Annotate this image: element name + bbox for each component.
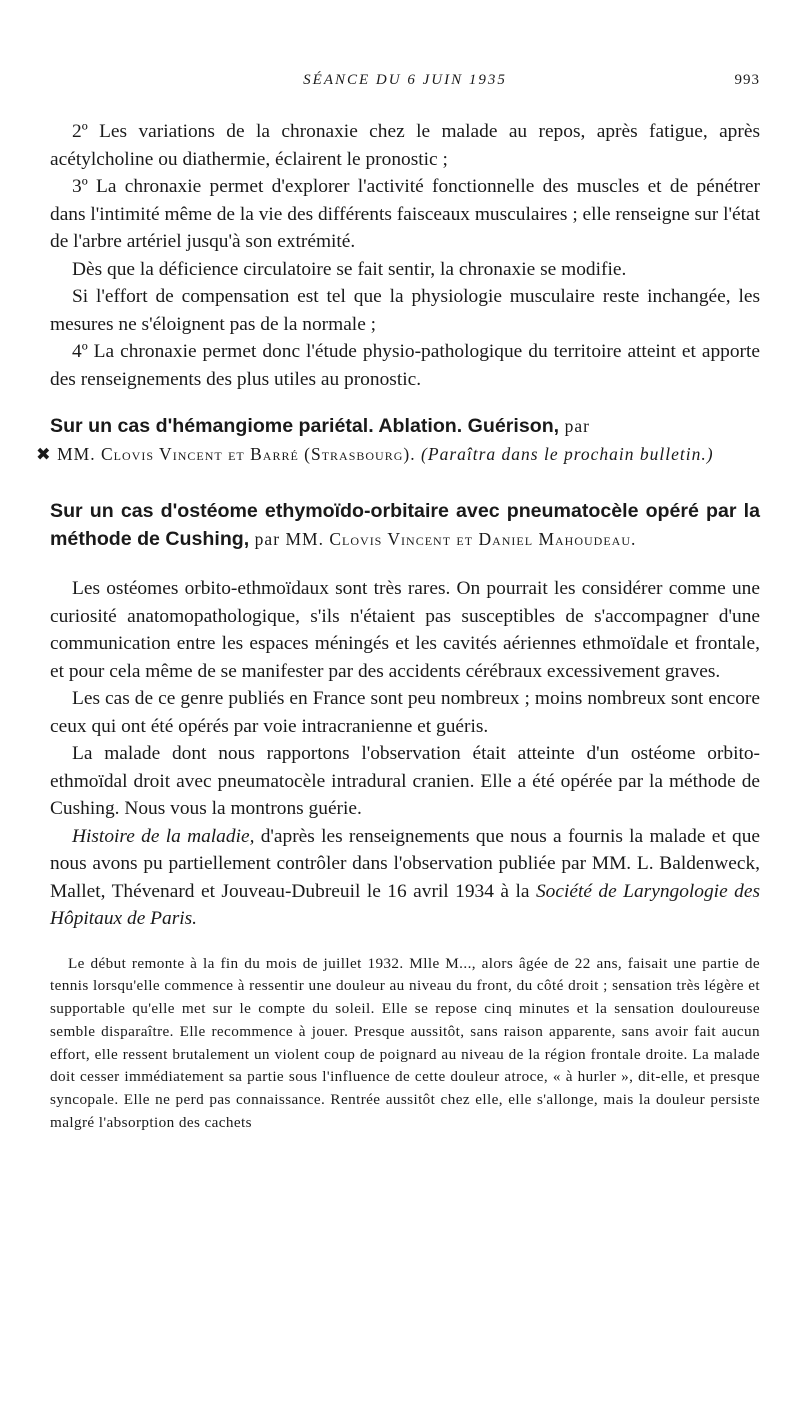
section-osteome-authors: MM. Clovis Vincent et Daniel Mahoudeau. bbox=[285, 528, 637, 549]
osteome-paragraph-history bbox=[50, 823, 760, 933]
page-number: 993 bbox=[734, 72, 760, 88]
section-hemangiome-title: Sur un cas d'hémangiome pariétal. Ablation. Guérison, bbox=[50, 415, 560, 437]
page-header bbox=[50, 72, 760, 98]
intro-paragraph-4: 4º La chronaxie permet donc l'étude physio-pathologique du territoire atteint et apporte des renseignements des plus utiles au pronostic. bbox=[50, 341, 760, 390]
section-hemangiome-note: (Paraîtra dans le prochain bulletin.) bbox=[421, 443, 714, 464]
section-hemangiome-par: par bbox=[564, 416, 590, 436]
section-hemangiome bbox=[36, 413, 760, 468]
intro-paragraph-effort: Si l'effort de compensation est tel que la physiologie musculaire reste inchangée, les mesures ne s'éloignent pas de la normale ; bbox=[50, 286, 760, 335]
case-observation bbox=[50, 953, 760, 1135]
osteome-paragraph-2: Les cas de ce genre publiés en France sont peu nombreux ; moins nombreux sont encore ceux qui ont été opérés par voie intracranienne et guéris. bbox=[50, 688, 760, 737]
intro-paragraph-2: 2º Les variations de la chronaxie chez le malade au repos, après fatigue, après acétylcholine ou diathermie, éclairent le pronostic ; bbox=[50, 121, 760, 170]
osteome-paragraph-3: La malade dont nous rapportons l'observation était atteinte d'un ostéome orbito-ethmoïdal droit avec pneumatocèle intradural cranien. Elle a été opérée par la méthode de Cushing. Nous vous la montrons guérie. bbox=[50, 743, 760, 819]
intro-paragraph-modifie: Dès que la déficience circulatoire se fait sentir, la chronaxie se modifie. bbox=[72, 258, 627, 280]
section-hemangiome-authors: MM. Clovis Vincent et Barré (Strasbourg). bbox=[57, 443, 416, 464]
section-osteome-heading bbox=[50, 498, 760, 553]
section-hemangiome-heading bbox=[36, 413, 760, 468]
section-osteome-body bbox=[50, 575, 760, 933]
running-title: SÉANCE DU 6 JUIN 1935 bbox=[303, 72, 507, 88]
intro-block bbox=[50, 118, 760, 393]
margin-mark-icon: ✖ bbox=[36, 443, 52, 464]
history-lead: Histoire de la maladie, bbox=[72, 825, 255, 847]
case-observation-text: Le début remonte à la fin du mois de juillet 1932. Mlle M..., alors âgée de 22 ans, faisait une partie de tennis lorsqu'elle commence à ressentir une douleur au niveau du front, du côté droit ; sensation très légère et supportable qu'elle met sur le compte du soleil. Elle se repose cinq minutes et la sensation douloureuse semble disparaître. Elle recommence à jouer. Presque aussitôt, sans raison apparente, sans avoir fait aucun effort, elle ressent brutalement un violent coup de poignard au niveau de la région frontale droite. La malade doit cesser immédiatement sa partie sous l'influence de cette douleur atroce, « à hurler », dit-elle, et presque syncopale. Elle ne perd pas connaissance. Rentrée aussitôt chez elle, elle s'allonge, mais la douleur persiste malgré l'absorption des cachets bbox=[50, 954, 760, 1132]
document-page bbox=[36, 72, 761, 1135]
section-osteome-title: Sur un cas d'ostéome ethymoïdo-orbitaire avec pneumatocèle opéré par la méthode de Cushing, bbox=[50, 500, 760, 550]
section-osteome bbox=[50, 498, 760, 1135]
history-journal: Société de Laryngologie des Hôpitaux de Paris. bbox=[50, 880, 760, 929]
section-osteome-par: par bbox=[254, 528, 281, 549]
intro-paragraph-3: 3º La chronaxie permet d'explorer l'activité fonctionnelle des muscles et de pénétrer dans l'intimité même de la vie des différents faisceaux musculaires ; elle renseigne sur l'état de l'arbre artériel jusqu'à son extrémité. bbox=[50, 176, 760, 252]
history-text: d'après les renseignements que nous a fournis la malade et que nous avons pu partiellement contrôler dans l'observation publiée par MM. L. Baldenweck, Mallet, Thévenard et Jouveau-Dubreuil le 16 avril 1934 à la bbox=[50, 825, 761, 902]
osteome-paragraph-1: Les ostéomes orbito-ethmoïdaux sont très rares. On pourrait les considérer comme une curiosité anatomopathologique, s'ils n'étaient pas susceptibles de s'accompagner d'une communication entre les espaces méningés et les cavités aériennes ethmoïdale et frontale, et pour cela même de se manifester par des accidents cérébraux excessivement graves. bbox=[50, 578, 760, 682]
